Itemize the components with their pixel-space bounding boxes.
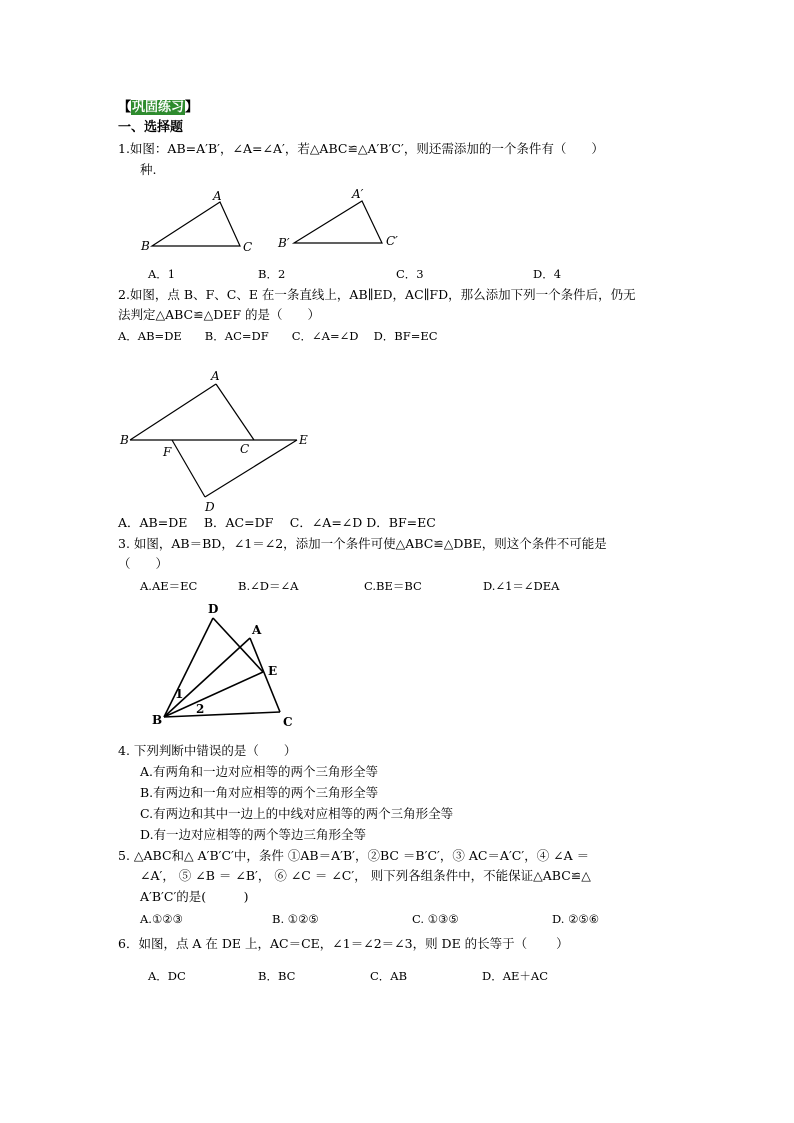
q4-option-c: C.有两边和其中一边上的中线对应相等的两个三角形全等 [140, 806, 454, 821]
q3-option-c: C.BE＝BC [364, 579, 422, 593]
q1-stem-line2: 种. [140, 162, 157, 177]
q4-option-a: A.有两角和一边对应相等的两个三角形全等 [140, 764, 379, 779]
q2-stem-line1: 2.如图，点 B、F、C、E 在一条直线上，AB∥ED，AC∥FD，那么添加下列一个条件后，仍无 [118, 287, 636, 302]
q3-option-b: B.∠D＝∠A [238, 579, 299, 593]
q3-stem-line1: 3. 如图，AB＝BD，∠1＝∠2，添加一个条件可使△ABC≌△DBE，则这个条件不可能是 [118, 536, 607, 551]
q2-label-d: D [205, 500, 215, 514]
q5-option-c: C. ①③⑤ [412, 912, 459, 926]
q6-option-a: A．DC [148, 969, 186, 983]
q4-option-b: B.有两边和一角对应相等的两个三角形全等 [140, 785, 379, 800]
q3-label-2: 2 [196, 702, 205, 716]
header-bracket-close: 】 [185, 100, 199, 115]
q2-label-f: F [163, 445, 172, 459]
header-bracket-open: 【 [118, 100, 132, 115]
q5-stem-line3: A′B′C′的是( ) [140, 889, 249, 904]
q3-option-a: A.AE＝EC [140, 579, 198, 593]
q3-label-c: C [283, 715, 293, 729]
q1-label-c-prime: C′ [386, 234, 398, 248]
q3-label-d: D [208, 602, 219, 616]
q6-option-c: C．AB [370, 969, 408, 983]
q5-stem-line1: 5. △ABC和△ A′B′C′中，条件 ①AB＝A′B′，②BC ＝B′C′，③ AC＝A′C′，④ ∠A ＝ [118, 848, 590, 863]
q5-stem-line2: ∠A′， ⑤ ∠B ＝ ∠B′， ⑥ ∠C ＝ ∠C′， 则下列各组条件中，不能保证△ABC≌△ [140, 868, 591, 883]
q1-label-a: A [213, 189, 222, 203]
subheading: 一、选择题 [118, 120, 184, 135]
q1-option-c: C．3 [396, 267, 424, 281]
q1-label-a-prime: A′ [352, 187, 364, 201]
q1-label-b: B [141, 239, 150, 253]
q3-figure [152, 602, 293, 729]
q4-stem: 4. 下列判断中错误的是（ ） [118, 743, 297, 758]
q1-label-c: C [243, 240, 253, 254]
q2-label-b: B [120, 433, 129, 447]
q2-options-repeat: A．AB=DE B．AC=DF C．∠A=∠D D．BF=EC [118, 515, 436, 530]
q1-label-b-prime: B′ [278, 236, 290, 250]
q2-label-c: C [240, 442, 250, 456]
q2-options: A．AB=DE B．AC=DF C．∠A=∠D D．BF=EC [118, 329, 438, 343]
q3-label-1: 1 [175, 687, 184, 701]
q1-option-b: B．2 [258, 267, 286, 281]
q2-label-e: E [299, 433, 308, 447]
q3-label-e: E [268, 664, 278, 678]
q1-stem-line1: 1.如图：AB=A′B′，∠A=∠A′，若△ABC≌△A′B′C′，则还需添加的一个条件有（ ） [118, 141, 604, 156]
q6-option-d: D．AE＋AC [482, 969, 549, 983]
q3-label-a: A [252, 623, 262, 637]
q5-option-d: D. ②⑤⑥ [552, 912, 600, 926]
q2-label-a: A [211, 369, 220, 383]
q6-option-b: B．BC [258, 969, 296, 983]
q5-option-b: B. ①②⑤ [272, 912, 319, 926]
q3-option-d: D.∠1＝∠DEA [483, 579, 560, 593]
q5-option-a: A.①②③ [140, 912, 183, 926]
q3-label-b: B [152, 713, 163, 727]
q4-option-d: D.有一边对应相等的两个等边三角形全等 [140, 827, 367, 842]
q2-stem-line2: 法判定△ABC≌△DEF 的是（ ） [118, 307, 321, 322]
q1-triangle-abc [140, 189, 252, 254]
q3-stem-line2: （ ） [118, 556, 169, 571]
q1-option-a: A．1 [148, 267, 176, 281]
section-title: 巩固练习 [132, 100, 185, 115]
q1-triangle-a2b2c2 [277, 187, 398, 250]
q6-stem: 6．如图，点 A 在 DE 上，AC＝CE，∠1＝∠2＝∠3，则 DE 的长等于（ ） [118, 936, 569, 951]
q2-figure [119, 369, 308, 514]
q1-option-d: D．4 [533, 267, 562, 281]
